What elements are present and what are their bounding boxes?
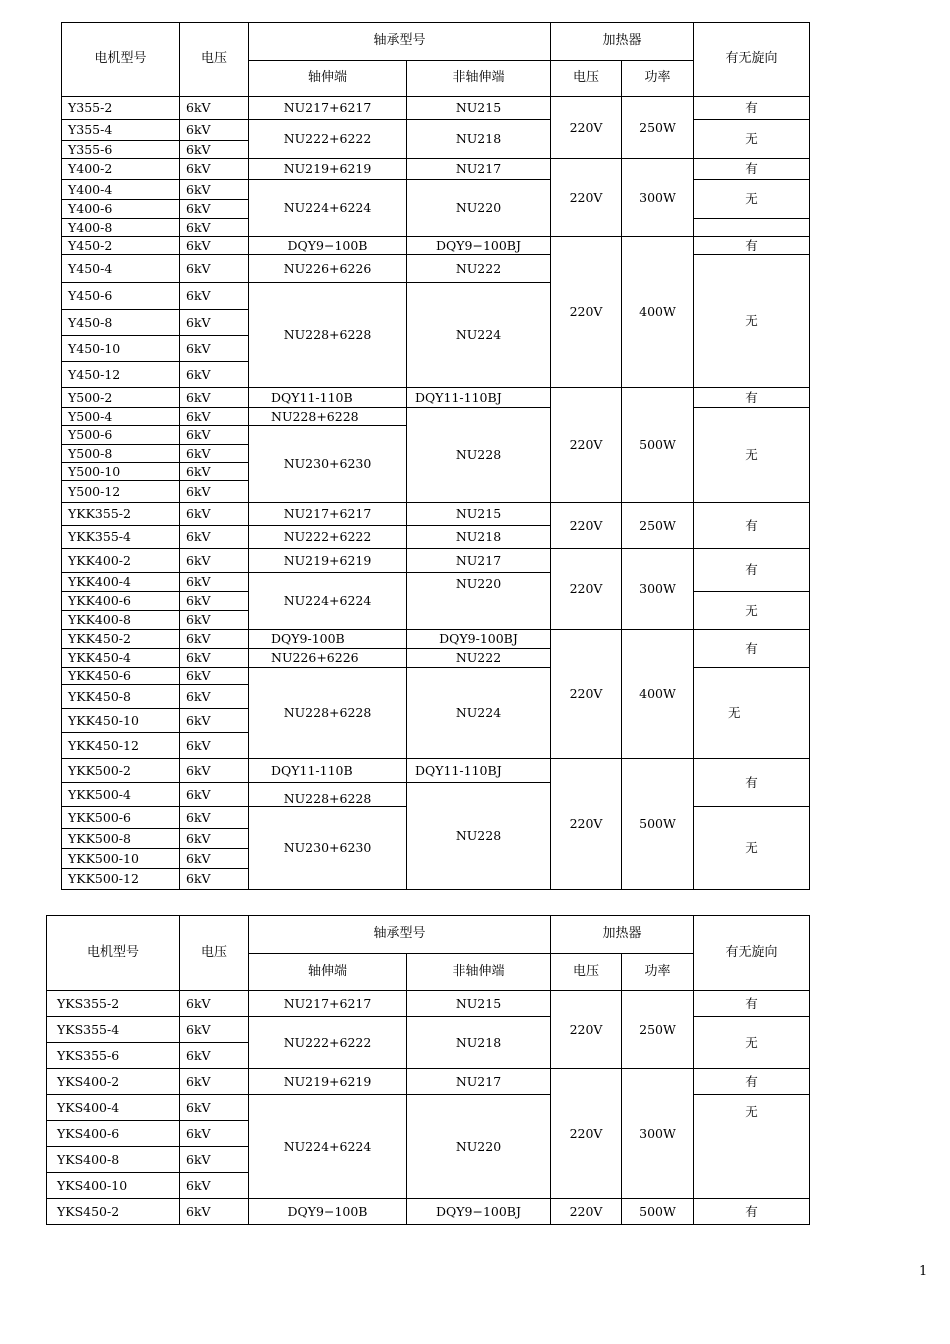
- rotation-cell: 无: [694, 255, 810, 388]
- voltage-cell: 6kV: [180, 668, 249, 685]
- voltage-cell: 6kV: [180, 783, 249, 807]
- header-non-shaft-end: 非轴伸端: [407, 61, 551, 97]
- voltage-cell: 6kV: [180, 1095, 249, 1121]
- model-cell: YKS400-10: [47, 1173, 180, 1199]
- model-cell: YKS400-2: [47, 1069, 180, 1095]
- voltage-cell: 6kV: [180, 849, 249, 869]
- voltage-cell: 6kV: [180, 200, 249, 219]
- non-shaft-end-cell: NU218: [407, 1017, 551, 1069]
- heater-power-cell: 250W: [622, 97, 694, 159]
- non-shaft-end-cell: NU217: [407, 549, 551, 573]
- heater-power-cell: 300W: [622, 549, 694, 630]
- voltage-cell: 6kV: [180, 991, 249, 1017]
- rotation-cell: 无: [694, 668, 810, 759]
- voltage-cell: 6kV: [180, 709, 249, 733]
- non-shaft-end-cell: NU228: [407, 783, 551, 890]
- model-cell: YKK355-4: [62, 526, 180, 549]
- model-cell: YKK500-10: [62, 849, 180, 869]
- model-cell: Y355-2: [62, 97, 180, 120]
- heater-power-cell: 500W: [622, 759, 694, 890]
- header-shaft-end: 轴伸端: [249, 61, 407, 97]
- model-cell: Y500-12: [62, 481, 180, 503]
- shaft-end-cell: NU217+6217: [249, 991, 407, 1017]
- model-cell: Y500-8: [62, 445, 180, 463]
- header-rotation: 有无旋向: [694, 916, 810, 991]
- non-shaft-end-cell: NU220: [407, 1095, 551, 1199]
- heater-voltage-cell: 220V: [551, 991, 622, 1069]
- shaft-end-cell: NU228+6228: [249, 783, 407, 807]
- header-shaft-end: 轴伸端: [249, 954, 407, 991]
- heater-power-cell: 300W: [622, 159, 694, 237]
- voltage-cell: 6kV: [180, 180, 249, 200]
- model-cell: Y400-6: [62, 200, 180, 219]
- shaft-end-cell: NU217+6217: [249, 97, 407, 120]
- voltage-cell: 6kV: [180, 141, 249, 159]
- shaft-end-cell: NU224+6224: [249, 180, 407, 237]
- voltage-cell: 6kV: [180, 1043, 249, 1069]
- non-shaft-end-cell: DQY9−100BJ: [407, 237, 551, 255]
- model-cell: Y450-6: [62, 283, 180, 310]
- shaft-end-cell: NU224+6224: [249, 573, 407, 630]
- voltage-cell: 6kV: [180, 630, 249, 649]
- voltage-cell: 6kV: [180, 649, 249, 668]
- voltage-cell: 6kV: [180, 807, 249, 829]
- shaft-end-cell: DQY9-100B: [249, 630, 407, 649]
- voltage-cell: 6kV: [180, 1017, 249, 1043]
- model-cell: YKS450-2: [47, 1199, 180, 1225]
- heater-power-cell: 500W: [622, 388, 694, 503]
- heater-voltage-cell: 220V: [551, 97, 622, 159]
- non-shaft-end-cell: NU224: [407, 668, 551, 759]
- heater-power-cell: 400W: [622, 630, 694, 759]
- model-cell: YKS400-4: [47, 1095, 180, 1121]
- model-cell: Y355-6: [62, 141, 180, 159]
- model-cell: YKK450-10: [62, 709, 180, 733]
- voltage-cell: 6kV: [180, 408, 249, 426]
- voltage-cell: 6kV: [180, 426, 249, 445]
- header-model: 电机型号: [62, 23, 180, 97]
- voltage-cell: 6kV: [180, 255, 249, 283]
- shaft-end-cell: NU222+6222: [249, 120, 407, 159]
- model-cell: Y450-8: [62, 310, 180, 336]
- heater-power-cell: 250W: [622, 503, 694, 549]
- model-cell: YKK500-12: [62, 869, 180, 890]
- header-bearing: 轴承型号: [249, 23, 551, 61]
- voltage-cell: 6kV: [180, 549, 249, 573]
- voltage-cell: 6kV: [180, 1199, 249, 1225]
- non-shaft-end-cell: NU217: [407, 1069, 551, 1095]
- non-shaft-end-cell: NU228: [407, 408, 551, 503]
- non-shaft-end-cell: NU215: [407, 97, 551, 120]
- heater-voltage-cell: 220V: [551, 630, 622, 759]
- model-cell: YKS400-8: [47, 1147, 180, 1173]
- rotation-cell: 有: [694, 97, 810, 120]
- shaft-end-cell: NU228+6228: [249, 408, 407, 426]
- model-cell: YKK500-2: [62, 759, 180, 783]
- voltage-cell: 6kV: [180, 445, 249, 463]
- voltage-cell: 6kV: [180, 463, 249, 481]
- model-cell: Y500-2: [62, 388, 180, 408]
- non-shaft-end-cell: NU215: [407, 991, 551, 1017]
- model-cell: YKK500-4: [62, 783, 180, 807]
- non-shaft-end-cell: NU220: [407, 573, 551, 630]
- voltage-cell: 6kV: [180, 283, 249, 310]
- header-heater: 加热器: [551, 916, 694, 954]
- model-cell: YKS355-4: [47, 1017, 180, 1043]
- bearing-spec-table-1: [61, 22, 810, 890]
- shaft-end-cell: DQY9−100B: [249, 237, 407, 255]
- voltage-cell: 6kV: [180, 733, 249, 759]
- voltage-cell: 6kV: [180, 362, 249, 388]
- voltage-cell: 6kV: [180, 1173, 249, 1199]
- heater-voltage-cell: 220V: [551, 237, 622, 388]
- rotation-cell: 有: [694, 1199, 810, 1225]
- model-cell: YKK400-8: [62, 611, 180, 630]
- voltage-cell: 6kV: [180, 1121, 249, 1147]
- rotation-cell: 无: [694, 807, 810, 890]
- rotation-cell: 有: [694, 1069, 810, 1095]
- shaft-end-cell: NU219+6219: [249, 549, 407, 573]
- model-cell: YKK400-4: [62, 573, 180, 592]
- rotation-cell: 有: [694, 991, 810, 1017]
- voltage-cell: 6kV: [180, 526, 249, 549]
- model-cell: YKK500-6: [62, 807, 180, 829]
- model-cell: Y400-8: [62, 219, 180, 237]
- shaft-end-cell: NU228+6228: [249, 283, 407, 388]
- non-shaft-end-cell: NU222: [407, 255, 551, 283]
- voltage-cell: 6kV: [180, 481, 249, 503]
- voltage-cell: 6kV: [180, 1069, 249, 1095]
- model-cell: Y450-2: [62, 237, 180, 255]
- voltage-cell: 6kV: [180, 685, 249, 709]
- shaft-end-cell: NU230+6230: [249, 807, 407, 890]
- voltage-cell: 6kV: [180, 829, 249, 849]
- header-voltage: 电压: [180, 23, 249, 97]
- shaft-end-cell: NU217+6217: [249, 503, 407, 526]
- voltage-cell: 6kV: [180, 869, 249, 890]
- non-shaft-end-cell: DQY9−100BJ: [407, 1199, 551, 1225]
- heater-power-cell: 300W: [622, 1069, 694, 1199]
- voltage-cell: 6kV: [180, 573, 249, 592]
- heater-power-cell: 400W: [622, 237, 694, 388]
- model-cell: YKK450-8: [62, 685, 180, 709]
- header-rotation: 有无旋向: [694, 23, 810, 97]
- heater-voltage-cell: 220V: [551, 1069, 622, 1199]
- non-shaft-end-cell: DQY11-110BJ: [407, 759, 551, 783]
- shaft-end-cell: NU226+6226: [249, 649, 407, 668]
- voltage-cell: 6kV: [180, 388, 249, 408]
- rotation-cell: 无: [694, 592, 810, 630]
- model-cell: Y450-12: [62, 362, 180, 388]
- model-cell: Y450-10: [62, 336, 180, 362]
- model-cell: YKK500-8: [62, 829, 180, 849]
- voltage-cell: 6kV: [180, 592, 249, 611]
- non-shaft-end-cell: NU218: [407, 526, 551, 549]
- header-bearing: 轴承型号: [249, 916, 551, 954]
- voltage-cell: 6kV: [180, 1147, 249, 1173]
- non-shaft-end-cell: NU220: [407, 180, 551, 237]
- rotation-cell: 有: [694, 237, 810, 255]
- shaft-end-cell: NU219+6219: [249, 159, 407, 180]
- header-heater-power: 功率: [622, 61, 694, 97]
- header-model: 电机型号: [47, 916, 180, 991]
- shaft-end-cell: DQY11-110B: [249, 759, 407, 783]
- model-cell: YKK355-2: [62, 503, 180, 526]
- rotation-cell: 有: [694, 549, 810, 592]
- voltage-cell: 6kV: [180, 336, 249, 362]
- model-cell: YKS400-6: [47, 1121, 180, 1147]
- rotation-cell: 无: [694, 180, 810, 219]
- shaft-end-cell: DQY9−100B: [249, 1199, 407, 1225]
- non-shaft-end-cell: NU224: [407, 283, 551, 388]
- model-cell: Y450-4: [62, 255, 180, 283]
- model-cell: Y500-10: [62, 463, 180, 481]
- model-cell: Y355-4: [62, 120, 180, 141]
- voltage-cell: 6kV: [180, 503, 249, 526]
- heater-voltage-cell: 220V: [551, 1199, 622, 1225]
- model-cell: Y500-6: [62, 426, 180, 445]
- heater-voltage-cell: 220V: [551, 549, 622, 630]
- voltage-cell: 6kV: [180, 120, 249, 141]
- shaft-end-cell: NU228+6228: [249, 668, 407, 759]
- model-cell: YKS355-6: [47, 1043, 180, 1069]
- header-voltage: 电压: [180, 916, 249, 991]
- non-shaft-end-cell: DQY9-100BJ: [407, 630, 551, 649]
- model-cell: Y400-2: [62, 159, 180, 180]
- bearing-spec-table-2: [46, 915, 810, 1225]
- non-shaft-end-cell: NU222: [407, 649, 551, 668]
- heater-power-cell: 500W: [622, 1199, 694, 1225]
- non-shaft-end-cell: NU218: [407, 120, 551, 159]
- heater-voltage-cell: 220V: [551, 159, 622, 237]
- header-heater-voltage: 电压: [551, 954, 622, 991]
- shaft-end-cell: NU222+6222: [249, 526, 407, 549]
- page-number: 1: [919, 1264, 928, 1279]
- model-cell: YKK450-12: [62, 733, 180, 759]
- non-shaft-end-cell: NU217: [407, 159, 551, 180]
- voltage-cell: 6kV: [180, 759, 249, 783]
- model-cell: YKS355-2: [47, 991, 180, 1017]
- rotation-cell: 有: [694, 759, 810, 807]
- model-cell: YKK450-6: [62, 668, 180, 685]
- shaft-end-cell: NU222+6222: [249, 1017, 407, 1069]
- shaft-end-cell: NU219+6219: [249, 1069, 407, 1095]
- shaft-end-cell: NU230+6230: [249, 426, 407, 503]
- header-non-shaft-end: 非轴伸端: [407, 954, 551, 991]
- header-heater-power: 功率: [622, 954, 694, 991]
- voltage-cell: 6kV: [180, 97, 249, 120]
- shaft-end-cell: NU226+6226: [249, 255, 407, 283]
- non-shaft-end-cell: DQY11-110BJ: [407, 388, 551, 408]
- heater-power-cell: 250W: [622, 991, 694, 1069]
- model-cell: YKK450-4: [62, 649, 180, 668]
- voltage-cell: 6kV: [180, 219, 249, 237]
- voltage-cell: 6kV: [180, 611, 249, 630]
- rotation-cell: 无: [694, 120, 810, 159]
- rotation-cell: 有: [694, 503, 810, 549]
- shaft-end-cell: DQY11-110B: [249, 388, 407, 408]
- rotation-cell: 无: [694, 1017, 810, 1069]
- header-heater-voltage: 电压: [551, 61, 622, 97]
- rotation-cell: 无: [694, 1095, 810, 1199]
- model-cell: YKK400-6: [62, 592, 180, 611]
- shaft-end-cell: NU224+6224: [249, 1095, 407, 1199]
- voltage-cell: 6kV: [180, 237, 249, 255]
- model-cell: Y400-4: [62, 180, 180, 200]
- heater-voltage-cell: 220V: [551, 503, 622, 549]
- model-cell: YKK400-2: [62, 549, 180, 573]
- rotation-cell: 有: [694, 159, 810, 180]
- heater-voltage-cell: 220V: [551, 759, 622, 890]
- rotation-cell: 有: [694, 630, 810, 668]
- model-cell: Y500-4: [62, 408, 180, 426]
- voltage-cell: 6kV: [180, 159, 249, 180]
- model-cell: YKK450-2: [62, 630, 180, 649]
- rotation-cell: 无: [694, 408, 810, 503]
- rotation-cell: 有: [694, 388, 810, 408]
- voltage-cell: 6kV: [180, 310, 249, 336]
- heater-voltage-cell: 220V: [551, 388, 622, 503]
- header-heater: 加热器: [551, 23, 694, 61]
- non-shaft-end-cell: NU215: [407, 503, 551, 526]
